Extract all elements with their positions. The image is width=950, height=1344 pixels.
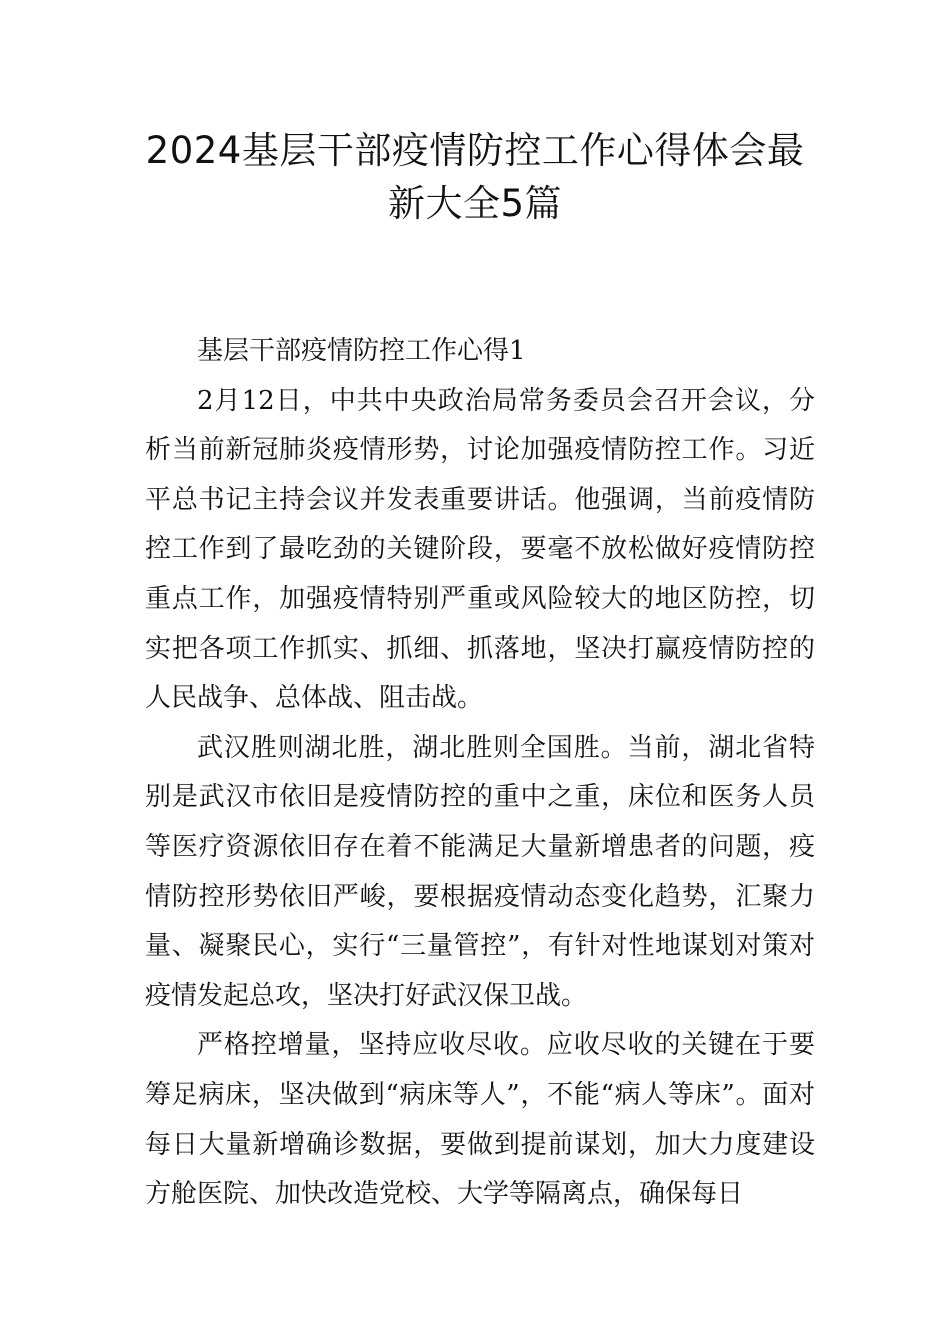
paragraph-2: 武汉胜则湖北胜，湖北胜则全国胜。当前，湖北省特别是武汉市依旧是疫情防控的重中之重，床位和医务人员等医疗资源依旧存在着不能满足大量新增患者的问题，疫情防控形势依旧严峻，要根据疫情动态变化趋势，汇聚力量、凝聚民心，实行“三量管控”，有针对性地谋划对策对疫情发起总攻，坚决打好武汉保卫战。 bbox=[145, 732, 815, 1011]
section-heading: 基层干部疫情防控工作心得1 bbox=[197, 336, 526, 366]
title-line-2: 新大全5篇 bbox=[387, 182, 563, 225]
title-line-1: 2024基层干部疫情防控工作心得体会最 bbox=[145, 129, 805, 172]
paragraph-1: 2月12日，中共中央政治局常务委员会召开会议，分析当前新冠肺炎疫情形势，讨论加强疫情防控工作。习近平总书记主持会议并发表重要讲话。他强调，当前疫情防控工作到了最吃劲的关键阶段，要毫不放松做好疫情防控重点工作，加强疫情特别严重或风险较大的地区防控，切实把各项工作抓实、抓细、抓落地，坚决打赢疫情防控的人民战争、总体战、阻击战。 bbox=[145, 385, 815, 714]
document-body bbox=[145, 327, 815, 1220]
document-title bbox=[120, 124, 830, 230]
paragraph-3: 严格控增量，坚持应收尽收。应收尽收的关键在于要筹足病床，坚决做到“病床等人”，不能“病人等床”。面对每日大量新增确诊数据，要做到提前谋划，加大力度建设方舱医院、加快改造党校、大学等隔离点，确保每日 bbox=[145, 1030, 815, 1210]
